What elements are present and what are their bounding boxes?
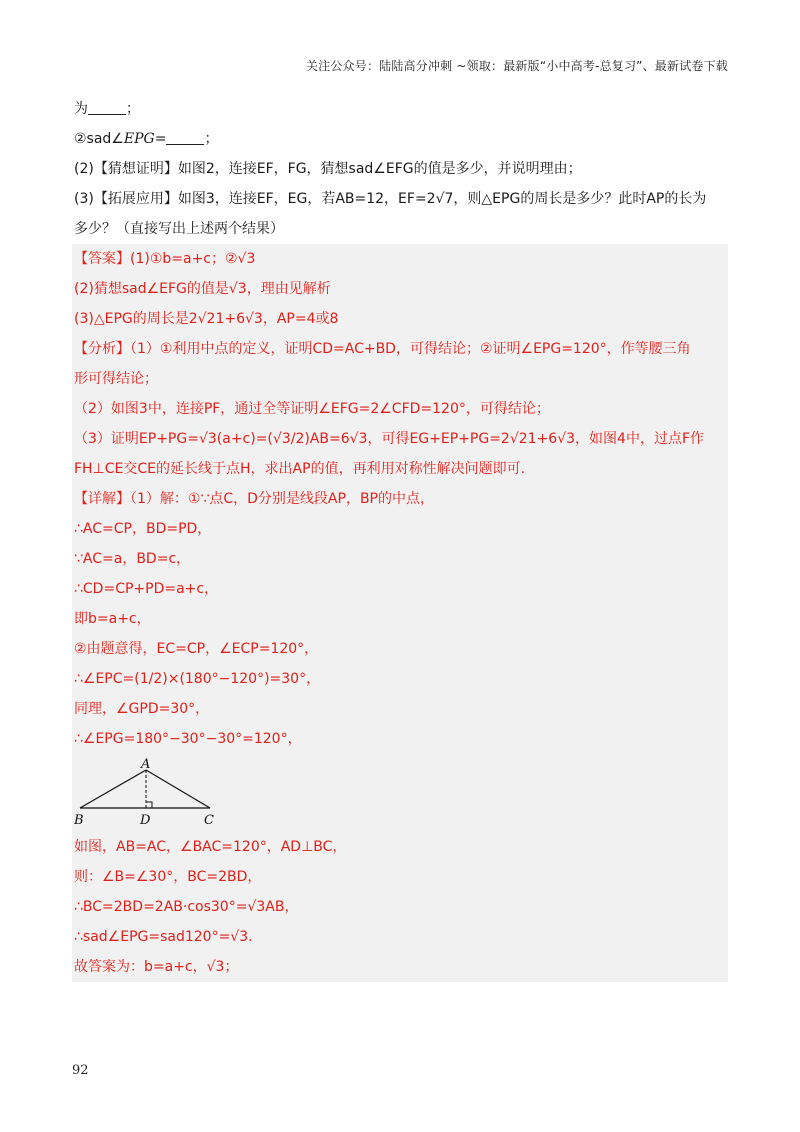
- answer-blank: [88, 100, 126, 115]
- detail-line-14: 故答案为：b=a+c，√3；: [74, 959, 239, 975]
- vertex-label-b: B: [74, 813, 84, 828]
- question-2: (2)【猜想证明】如图2，连接EF，FG，猜想sad∠EFG的值是多少，并说明理由；: [74, 161, 582, 177]
- detail-line-13: ∴sad∠EPG=sad120°=√3.: [74, 929, 253, 945]
- detail-line-10: 如图，AB=AC，∠BAC=120°，AD⊥BC，: [74, 839, 347, 855]
- triangle-diagram: [74, 756, 216, 828]
- vertex-label-a: A: [141, 757, 151, 772]
- detail-line-2: ∴AC=CP，BD=PD，: [74, 521, 212, 537]
- question-3: (3)【拓展应用】如图3，连接EF，EG，若AB=12，EF=2√7，则△EPG的周长是多少？此时AP的长为: [74, 191, 707, 207]
- solution-block: [72, 244, 728, 982]
- vertex-label-d: D: [140, 813, 151, 828]
- detail-line-1: 【详解】（1）解：①∵点C，D分别是线段AP，BP的中点，: [74, 491, 434, 507]
- page-header: 关注公众号：陆陆高分冲刺 ~领取：最新版“小中高考-总复习”、最新试卷下载: [305, 59, 728, 73]
- analysis-line-5: FH⊥CE交CE的延长线于点H，求出AP的值，再利用对称性解决问题即可.: [74, 461, 526, 477]
- detail-line-5: 即b=a+c，: [74, 611, 151, 627]
- detail-line-6: ②由题意得，EC=CP，∠ECP=120°，: [74, 641, 319, 657]
- answer-line-3: (3)△EPG的周长是2√21+6√3，AP=4或8: [74, 311, 339, 327]
- detail-line-11: 则：∠B=∠30°，BC=2BD，: [74, 869, 262, 885]
- detail-line-12: ∴BC=2BD=2AB·cos30°=√3AB，: [74, 899, 299, 915]
- answer-blank: [166, 130, 204, 145]
- analysis-line-4: （3）证明EP+PG=√3(a+c)=(√3/2)AB=6√3，可得EG+EP+PG=2√21+6√3，如图4中，过点F作: [74, 431, 704, 447]
- analysis-line-2: 形可得结论；: [74, 371, 158, 387]
- fill-blank-line: 为 ；: [74, 101, 140, 117]
- detail-line-7: ∴∠EPC=(1/2)×(180°−120°)=30°，: [74, 671, 321, 687]
- detail-line-8: 同理，∠GPD=30°，: [74, 701, 210, 717]
- detail-line-4: ∴CD=CP+PD=a+c，: [74, 581, 219, 597]
- detail-line-9: ∴∠EPG=180°−30°−30°=120°，: [74, 731, 302, 747]
- analysis-line-3: （2）如图3中，连接PF，通过全等证明∠EFG=2∠CFD=120°，可得结论；: [74, 401, 550, 417]
- question-3-cont: 多少？（直接写出上述两个结果）: [74, 221, 284, 237]
- fill-blank-sad-line: ②sad∠EPG= ；: [74, 131, 219, 147]
- page-number: 92: [72, 1063, 89, 1078]
- vertex-label-c: C: [204, 813, 214, 828]
- answer-line-2: (2)猜想sad∠EFG的值是√3，理由见解析: [74, 281, 331, 297]
- document-body: [72, 94, 728, 982]
- detail-line-3: ∵AC=a，BD=c，: [74, 551, 191, 567]
- analysis-line-1: 【分析】（1）①利用中点的定义，证明CD=AC+BD，可得结论；②证明∠EPG=120°，作等腰三角: [74, 341, 691, 357]
- answer-line-1: 【答案】(1)①b=a+c；②√3: [74, 251, 256, 267]
